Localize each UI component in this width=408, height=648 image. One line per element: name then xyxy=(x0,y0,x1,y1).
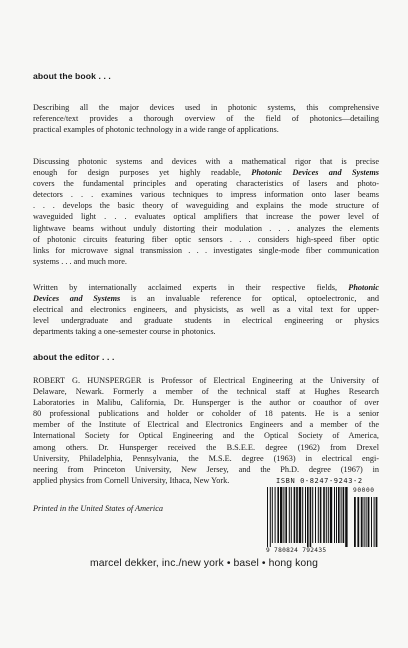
text-segment: Written by internationally acclaimed experts in their respective fields, xyxy=(33,283,349,292)
barcode-bar xyxy=(312,487,313,543)
text-line xyxy=(33,167,379,178)
barcode-bar xyxy=(289,487,290,543)
text-line xyxy=(33,293,379,304)
barcode-bar xyxy=(305,487,306,543)
publisher-imprint: marcel dekker, inc./new york • basel • hong kong xyxy=(89,558,319,569)
barcode-bar xyxy=(294,487,296,543)
barcode-supplement-bar xyxy=(376,497,378,547)
barcode-bar xyxy=(323,487,325,543)
barcode-bar xyxy=(334,487,335,543)
book-title: Photonic Devices and Systems xyxy=(251,168,379,178)
text-line: neering from Princeton University, New Jersey, and the Ph.D. degree (1967) in xyxy=(33,464,379,474)
barcode-bar xyxy=(270,487,271,547)
text-line: . . . develops the basic theory of waveguiding and explains the mode structure of xyxy=(33,201,379,211)
text-line: 80 professional publications and holder or coholder of 18 patents. He is a senior xyxy=(33,409,379,419)
text-line: of photonic circuits featuring fiber optic sensors . . . considers high-speed fiber optic xyxy=(33,234,379,244)
text-line: waveguided light . . . evaluates optical amplifiers that increase the power level of xyxy=(33,212,379,222)
book-title: Devices and Systems xyxy=(33,294,121,304)
about-editor-paragraph xyxy=(33,375,379,486)
text-segment: is an invaluable reference for optical, optoelectronic, and xyxy=(120,294,379,304)
text-segment: enough for design purposes yet highly readable, xyxy=(33,168,252,178)
barcode-bar xyxy=(267,487,268,547)
book-title: Photonic xyxy=(348,283,379,292)
barcode-bar xyxy=(283,487,284,543)
barcode-bar xyxy=(277,487,279,543)
text-line: University, Philadelphia, Pennsylvania, the M.S.E. degree (1963) in electrical engi- xyxy=(33,453,379,463)
text-line: Describing all the major devices used in photonic systems, this comprehensive xyxy=(33,103,379,112)
barcode-bar xyxy=(338,487,340,543)
barcode-bar xyxy=(336,487,337,543)
barcode-bar xyxy=(341,487,342,543)
text-line: applied physics from Cornell University, Ithaca, New York. xyxy=(33,475,230,485)
barcode-supplement-bar xyxy=(374,497,375,547)
about-book-paragraph-1 xyxy=(33,102,379,135)
text-line: covers the fundamental principles and operating characteristics of lasers and photo- xyxy=(33,179,379,189)
text-line: systems . . . and much more. xyxy=(33,256,127,266)
text-line: level undergraduate and graduate students in electrical engineering or physics xyxy=(33,316,379,326)
text-line: ROBERT G. HUNSPERGER is Professor of Electrical Engineering at the University of xyxy=(33,376,379,385)
barcode-supplement-bar xyxy=(357,497,359,547)
text-line: Laboratories in Malibu, California, Dr. Hunsperger is the author or coauthor of over xyxy=(33,398,379,408)
barcode-bar xyxy=(307,487,309,547)
barcode-supplement-number: 90000 xyxy=(353,487,375,494)
text-line: practical examples of photonic technology in a wide range of applications. xyxy=(33,125,279,135)
barcode-bar xyxy=(302,487,303,543)
barcode-bar xyxy=(291,487,292,543)
text-line: Delaware, Newark. Formerly a member of the technical staff at Hughes Research xyxy=(33,387,379,397)
isbn-barcode xyxy=(264,477,380,557)
text-line: detectors . . . examines various techniques to impress information onto laser beams xyxy=(33,190,379,200)
barcode-supplement-bar xyxy=(371,497,372,547)
text-line: Discussing photonic systems and devices with a mathematical rigor that is precise xyxy=(33,157,379,166)
about-book-paragraph-2 xyxy=(33,156,379,267)
barcode-bar xyxy=(285,487,287,543)
barcode-bar xyxy=(345,487,347,547)
text-line: lightwave beams without unduly distorting their modulation . . . analyzes the elements xyxy=(33,223,379,233)
barcode-bar xyxy=(326,487,327,543)
text-line: departments taking a one-semester course in photonics. xyxy=(33,327,216,337)
text-line: links for microwave signal transmission . . . investigates single-mode fiber communication xyxy=(33,245,379,255)
text-line: International Society for Optical Engineering and the Optical Society of America, xyxy=(33,431,379,441)
isbn-number: ISBN 0-8247-9243-2 xyxy=(276,477,363,485)
barcode-bar xyxy=(315,487,316,543)
barcode-supplement-bar xyxy=(361,497,363,547)
barcode-supplement-bar xyxy=(366,497,367,547)
text-line: electrical and electronics engineers, and physicists, as well as a vital text for upper- xyxy=(33,305,379,315)
barcode-bar xyxy=(299,487,301,543)
barcode-bar xyxy=(296,487,298,543)
text-line: among others. Dr. Hunsperger received the B.S.E.E. degree (1962) from Drexel xyxy=(33,442,379,452)
text-line: reference/text provides a thorough overview of the field of photonics—detailing xyxy=(33,114,379,124)
barcode-supplement-bar xyxy=(354,497,356,547)
printed-in-usa: Printed in the United States of America xyxy=(33,504,163,513)
barcode-bar xyxy=(328,487,329,543)
barcode-bar xyxy=(320,487,322,543)
about-editor-heading: about the editor . . . xyxy=(33,352,115,362)
text-line xyxy=(33,282,379,293)
text-line: member of the Institute of Electrical and Electronics Engineers and a member of the xyxy=(33,420,379,430)
barcode-digits: 9 780824 792435 xyxy=(266,547,327,554)
barcode-supplement-bar xyxy=(368,497,370,547)
barcode-bar xyxy=(272,487,273,543)
barcode-supplement-bar xyxy=(364,497,365,547)
barcode-bar xyxy=(310,487,312,547)
about-book-paragraph-3 xyxy=(33,282,379,337)
barcode-bar xyxy=(275,487,276,543)
barcode-bars xyxy=(264,487,380,547)
barcode-bar xyxy=(330,487,332,543)
barcode-bar xyxy=(280,487,282,543)
about-book-heading: about the book . . . xyxy=(33,71,111,81)
barcode-bar xyxy=(343,487,345,543)
barcode-bar xyxy=(318,487,319,543)
